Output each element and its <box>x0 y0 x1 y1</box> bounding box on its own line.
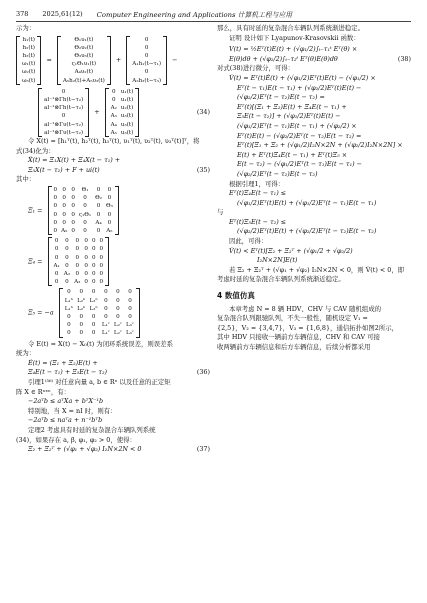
lemma-equation-1: −2aᵀb ≤ aᵀXa + bᵀX⁻¹b <box>28 397 104 406</box>
xi1-entry: 0 <box>71 195 75 202</box>
xi1-entry: 0 <box>53 187 58 193</box>
matrix-second-entry: 0 <box>144 44 149 51</box>
equation-37: Ξ₂ + Ξ₂ᵀ + (√φ₁ + √φ₂) I₂N×2N < 0 (37) <box>28 445 210 454</box>
xi4-entry: 0 <box>99 271 104 278</box>
xi4-entry: 0 <box>91 254 96 261</box>
error-definition-2: 统为： <box>16 349 36 358</box>
matrix-fourth-entry: 0 <box>111 88 116 95</box>
matrix-second-entry: 0 <box>144 36 149 43</box>
xi4-entry: 0 <box>84 246 88 253</box>
xi1-entry: 0 <box>62 203 66 210</box>
xi1-entry: 0 <box>62 211 66 218</box>
xi1-entry: 0 <box>62 187 66 193</box>
xi4-entry: 0 <box>84 238 88 245</box>
matrix-xi1: Ξ₁ = 0 0 0 Θ₁ 0 0 0 0 0 0 Θ₂ 0 0 0 0 0 0 Θ₃ 0 0 0 ς₁Θ₁ 0 0 0 0 0 0 A₄ 0 0 A₅ 0 0 0 A₅ <box>16 186 210 235</box>
xi5-entry: 0 <box>67 314 71 321</box>
state-vector-entry: ω₃(t) <box>22 77 36 84</box>
lemma-apply-text: 根据引理1，可得： <box>229 179 285 188</box>
matrix-first <box>57 36 111 85</box>
xi4-entry: 0 <box>65 254 69 261</box>
matrix-fourth <box>105 88 140 137</box>
xi4-entry: 0 <box>75 271 80 278</box>
xi5-entry: L₁ʰ <box>64 305 74 312</box>
xi5-entry: L₃ʰ <box>89 305 98 312</box>
lk-function-line2: E(θ)dθ + (√φ₂/2)∫ₜ₋τ₂ᵗ Eᵀ(θ)E(θ)dθ (38) <box>229 54 411 63</box>
matrix-fourth-entry: A₃ <box>110 113 117 120</box>
sim-paragraph-4: 其中 HDV 只接收一辆前方车辆信息，CHV 和 CAV 可接 <box>217 333 380 342</box>
xi1-entry: 0 <box>71 219 75 226</box>
matrix-fourth-entry: A₅ <box>110 129 117 136</box>
matrix-third-entry: al⁻¹⊗Γυ(t−τ₂) <box>44 129 84 136</box>
bound-1: Eᵀ(t)Ξ₄E(t − τ₁) ≤ <box>229 189 287 198</box>
xi4-entry: 0 <box>65 246 69 253</box>
xi4-entry: 0 <box>54 279 59 286</box>
xi1-entry: 0 <box>107 187 112 193</box>
derivative-line: E(t) + Eᵀ(t)Ξ₄E(t − τ₁) + Eᵀ(t)Ξ₅ × <box>237 150 348 159</box>
xi1-entry: 0 <box>71 187 75 193</box>
matrix-third-entry: al⁻¹⊗Γh(t−τ₂) <box>44 97 84 104</box>
matrix-fourth-entry: u₁(t) <box>120 97 134 104</box>
matrix-first-entry: Θ₃υ₃(t) <box>74 53 94 59</box>
xi4-entry: 0 <box>84 254 88 261</box>
sim-paragraph-5: 收两辆前方车辆信息和后方车辆信息，后续分析都采用 <box>217 343 371 351</box>
state-vector-entry: h₁(t) <box>22 36 35 43</box>
lemma-special-case: 特别地，当 X = nI 时，则有： <box>28 406 117 415</box>
xi4-entry: 0 <box>91 262 96 269</box>
xi5-entry: L₂ʰ <box>77 305 86 312</box>
xi1-entry: A₅ <box>61 228 68 235</box>
matrix-third-entry: al⁻¹⊗Γh(t−τ₂) <box>44 105 84 112</box>
bound-2b: (√φ₂/2)Eᵀ(t)E(t) + (√φ₂/2)Eᵀ(t − τ₂)E(t − τ₂) <box>237 227 377 236</box>
matrix-third-entry: 0 <box>61 88 66 95</box>
matrix-third-entry: 0 <box>61 113 66 120</box>
xi5-entry: L₃ʰ <box>89 297 98 304</box>
xi5-entry: L₂ᵛ <box>113 330 122 337</box>
lemma-equation-2: −2aᵀb ≤ naᵀa + n⁻¹bᵀb <box>28 416 103 425</box>
xi1-entry: Θ₁ <box>81 187 89 193</box>
xi1-entry: 0 <box>71 203 75 210</box>
derivative-line: E(t − τ₂) − (√φ₁/2)Eᵀ(t − τ₁)E(t − τ₁) − <box>237 160 363 169</box>
xi4-entry: 0 <box>91 279 96 286</box>
matrix-fourth-entry: u₃(t) <box>120 121 134 128</box>
matrix-fourth-entry: u₃(t) <box>120 113 134 120</box>
xi5-entry: 0 <box>116 297 120 304</box>
xi1-entry: 0 <box>107 219 112 226</box>
matrix-xi5: Ξ₅ = −a 0 0 0 0 0 0 L₁ʰ L₂ʰ L₃ʰ 0 0 0 L₁ʰ L₂ʰ L₃ʰ 0 0 0 0 0 0 0 0 0 0 0 0 L₁ᵛ L₂ᵛ L₃ᵛ 0 0 0 L₁ᵛ L₂ᵛ L₃ᵛ <box>16 288 210 337</box>
matrix-third-entry: al⁻¹⊗Γυ(t−τ₂) <box>44 121 84 128</box>
sim-paragraph-3: {2,5}，V₂ = {3,4,7}，V₃ = {1,6,8}，通信拓扑如图2所示， <box>217 323 399 332</box>
xi4-entry: 0 <box>91 246 96 253</box>
lemma-text: 引理1⁽³⁶⁾ 对任意向量 a, b ∈ Rⁿ 以及任意的正定矩 <box>28 378 171 387</box>
matrix-first-entry: A₄υ₂(t) <box>74 69 94 76</box>
xi1-entry: ς₁Θ₁ <box>78 211 92 218</box>
xi1-entry: 0 <box>83 195 87 202</box>
matrix-first-entry: Θ₁υ₁(t) <box>74 36 94 43</box>
derivative-line: Ξ₅E(t − τ₂)] + (√φ₁/2)Eᵀ(t)E(t) − <box>237 112 341 121</box>
xi5-entry: 0 <box>104 289 108 296</box>
right-column <box>217 24 411 353</box>
xi5-entry: L₁ᵛ <box>101 322 110 329</box>
running-header <box>16 7 411 22</box>
xi4-entry: 0 <box>54 238 59 245</box>
xi1-entry: A₄ <box>95 219 102 226</box>
xi1-entry: 0 <box>96 211 101 218</box>
derivative-expansion <box>217 74 411 180</box>
xi4-entry: 0 <box>65 238 69 245</box>
theorem-text-2: (34)，如果存在 a, β, φ₁, φ₂ > 0，使得： <box>16 435 136 444</box>
xi5-entry: 0 <box>67 330 71 337</box>
xi4-entry: 0 <box>65 279 69 286</box>
state-vector-entry: h₃(t) <box>22 53 35 59</box>
theorem-text: 定理2 考虑具有时延的复杂混合车辆队列系统 <box>28 426 156 434</box>
matrix-fourth-entry: A₂ <box>110 105 117 112</box>
matrix-fourth-entry: u₁(t) <box>120 88 134 95</box>
matrix-second-entry: 0 <box>144 53 149 59</box>
derivative-line: V̇(t) = Eᵀ(t)Ė(t) + (√φ₁/2)Eᵀ(t)E(t) − (√φ₁/2) × <box>229 73 376 82</box>
derivative-line: (√φ₂/2)Eᵀ(t − τ₂)E(t − τ₂) <box>237 169 318 178</box>
xi5-entry: 0 <box>116 305 120 312</box>
xi4-entry: 0 <box>54 271 59 278</box>
xi1-entry: 0 <box>107 211 112 218</box>
xi4-entry: 0 <box>84 262 88 269</box>
and-text: 与 <box>217 208 224 217</box>
xi1-entry: 0 <box>53 203 58 210</box>
state-vector <box>16 36 41 85</box>
state-vector-entry: ω₁(t) <box>22 61 36 68</box>
xi1-entry: A₅ <box>106 228 113 235</box>
xi5-entry: L₁ʰ <box>64 297 74 304</box>
xi5-entry: 0 <box>79 314 84 321</box>
matrix-first-entry: A₅h₂(t)+A₅υ₃(t) <box>62 77 105 84</box>
matrix-second-entry: 0 <box>144 69 149 76</box>
matrix-fourth-entry: u₂(t) <box>120 105 134 112</box>
xi5-entry: L₃ᵛ <box>125 322 134 329</box>
equation-35-line2: Ξ₅X(t − τ₂) + F + ui(t) (35) <box>28 165 210 174</box>
xi5-entry: 0 <box>116 314 120 321</box>
xi5-entry: L₁ᵛ <box>101 330 110 337</box>
xi5-entry: 0 <box>79 289 84 296</box>
xi1-entry: 0 <box>96 187 101 193</box>
equation-number-34: (34) <box>196 107 210 116</box>
xi4-entry: 0 <box>99 279 104 286</box>
xi4-entry: 0 <box>99 238 104 245</box>
let-x-text: 令 X(t) = [h₁ᵀ(t), h₂ᵀ(t), h₃ᵀ(t), υ₁ᵀ(t), υ₂ᵀ(t), υ₃ᵀ(t)]ᵀ，将 <box>28 137 200 146</box>
rewrite-text: 式(34)化为： <box>16 146 55 155</box>
xi1-entry: 0 <box>53 219 58 226</box>
matrix-xi4: Ξ₄ = 0 0 0 0 0 0 0 0 0 0 0 0 0 0 0 0 0 0 A₁ 0 0 0 0 0 0 A₃ 0 0 0 0 0 0 A₃ 0 0 0 <box>16 237 210 286</box>
bound-2: Eᵀ(t)Ξ₅E(t − τ₂) ≤ <box>229 217 287 226</box>
xi4-entry: 0 <box>54 254 59 261</box>
page-number: 378 <box>16 10 29 18</box>
equation-34-cont: 0 al⁻¹⊗Γh(t−τ₂) al⁻¹⊗Γh(t−τ₂) 0 al⁻¹⊗Γυ(t−τ₂) al⁻¹⊗Γυ(t−τ₂) + 0 u₁(t) 0 u₁(t) A₂ u₂(t) A₃ u₃(t) A₄ u₃(t) A₅ u₃(t) (34) <box>16 88 210 137</box>
left-column <box>16 24 210 455</box>
derivative-line: (√φ₂/2)Eᵀ(t − τ₂)E(t − τ₂) = <box>237 93 325 102</box>
xi1-entry: 0 <box>96 228 101 235</box>
matrix-second <box>126 36 167 85</box>
xi1-entry: 0 <box>62 219 66 226</box>
xi5-entry: 0 <box>67 322 71 329</box>
xi1-entry: Θ₂ <box>95 195 102 202</box>
xi5-entry: 0 <box>128 297 132 304</box>
xi5-entry: L₃ᵛ <box>125 330 134 337</box>
xi1-entry: 0 <box>53 195 58 202</box>
matrix-second-entry: A₁h₁(t−τ₁) <box>132 61 162 68</box>
derivative-line: Eᵀ(t)E(t) − (√φ₂/2)Eᵀ(t − τ₂)E(t − τ₂) = <box>237 131 362 140</box>
xi1-entry: 0 <box>96 203 101 210</box>
differentiate-text: 对式(38)进行微分，可得： <box>217 64 295 73</box>
xi1-entry: 0 <box>53 228 58 235</box>
xi5-entry: 0 <box>104 305 108 312</box>
xi5-entry: 0 <box>128 289 132 296</box>
xi5-entry: 0 <box>79 322 84 329</box>
lk-function-line1: V(t) = ½Eᵀ(t)E(t) + (√φ₁/2)∫ₜ₋τ₁ᵗ Eᵀ(θ) × <box>229 45 358 54</box>
derivative-line: Eᵀ(t)[(Ξ₁ + Ξ₂)E(t) + Ξ₄E(t − τ₁) + <box>237 102 347 111</box>
equation-number-38: (38) <box>397 54 411 63</box>
condition-text-2: 考虑时延的复杂混合车辆队列系统渐近稳定。 <box>217 275 345 284</box>
matrix-second-entry: A₃h₃(t−τ₃) <box>132 77 162 84</box>
derivative-line: (√φ₁/2)Eᵀ(t − τ₁)E(t − τ₁) + (√φ₂/2) × <box>237 121 357 130</box>
xi4-entry: 0 <box>91 271 96 278</box>
matrix-first-entry: Θ₂υ₂(t) <box>74 44 94 51</box>
xi5-entry: 0 <box>91 289 96 296</box>
xi4-entry: 0 <box>65 262 69 269</box>
bound-1b: (√φ₁/2)Eᵀ(t)E(t) + (√φ₁/2)Eᵀ(t − τ₁)E(t − τ₁) <box>237 198 377 207</box>
matrix-fourth-entry: 0 <box>111 97 116 104</box>
xi4-entry: A₃ <box>63 271 71 278</box>
xi4-entry: 0 <box>75 238 80 245</box>
derivative-line: Eᵀ(t)[Ξ₁ + Ξ₂ + (√φ₁/2)I₂N×2N + (√φ₂/2)I₂N×2N] × <box>237 141 403 150</box>
xi5-entry: L₂ʰ <box>77 297 86 304</box>
equation-36-line1: Ė(t) = (Ξ₁ + Ξ₂)E(t) + <box>28 358 98 367</box>
xi5-entry: 0 <box>104 314 108 321</box>
xi1-entry: 0 <box>62 195 66 202</box>
therefore-text: 因此，可得： <box>229 237 268 246</box>
derivative-line: Eᵀ(t − τ₁)E(t − τ₁) + (√φ₂/2)Eᵀ(t)E(t) − <box>237 83 362 92</box>
lemma-text-2: 阵 X ∈ Rⁿˣⁿ，有： <box>16 387 70 396</box>
sim-paragraph-1: 本章考虑 N = 8 辆 HDV、CHV 与 CAV 随机组成的 <box>229 304 382 313</box>
xi5-entry: L₂ᵛ <box>113 322 122 329</box>
xi4-entry: A₃ <box>74 279 81 286</box>
xi4-entry: 0 <box>99 262 104 269</box>
equation-number-35: (35) <box>196 165 210 174</box>
stability-conclusion: 那么，具有时延的复杂混合车辆队列系统渐进稳定。 <box>217 24 364 32</box>
equation-number-36: (36) <box>196 368 210 377</box>
xi5-entry: 0 <box>116 289 120 296</box>
xi5-entry: 0 <box>91 330 96 337</box>
xi1-entry: 0 <box>71 211 75 218</box>
matrix-third <box>38 88 89 137</box>
error-definition: 令 E(t) = X(t) − X₀(t) 为闭环系统误差，则误差系 <box>28 339 173 348</box>
equation-35-line1: Ẋ(t) = Ξ₁X(t) + Ξ₄X(t − τ₁) + <box>28 156 121 165</box>
section-heading: 4 数值仿真 <box>217 291 255 301</box>
xi4-entry: 0 <box>75 246 80 253</box>
condition-text: 若 Ξ₂ + Ξ₂ᵀ + (√φ₁ + √φ₂) I₂N×2N < 0，则 V̇(t) < 0，即 <box>229 265 405 274</box>
xi1-entry: 0 <box>53 211 58 218</box>
issue-info: 2025,61(12) <box>42 10 83 18</box>
xi5-entry: 0 <box>91 322 96 329</box>
xi5-entry: 0 <box>91 314 96 321</box>
xi1-entry: 0 <box>83 228 87 235</box>
equation-number-37: (37) <box>196 445 210 454</box>
xi4-entry: 0 <box>99 254 104 261</box>
final-bound-2: I₂N×2N]E(t) <box>257 256 298 265</box>
proof-intro: 证明 设计如下 Lyapunov-Krasovskii 函数： <box>229 33 360 42</box>
matrix-fourth-entry: A₄ <box>110 121 117 128</box>
xi4-entry: 0 <box>84 271 88 278</box>
where-text: 其中： <box>16 175 36 184</box>
xi5-entry: 0 <box>128 314 132 321</box>
matrix-first-entry: ς₁Θ₁υ₁(t) <box>71 61 97 68</box>
matrix-fourth-entry: u₃(t) <box>120 129 134 136</box>
xi5-entry: 0 <box>128 305 132 312</box>
sim-paragraph-2: 复杂混合队列跟驰队列，不失一般性，随机设定 V₁ = <box>217 314 368 323</box>
state-vector-entry: ω₂(t) <box>22 69 36 76</box>
xi4-entry: 0 <box>54 246 59 253</box>
xi4-entry: 0 <box>99 246 104 253</box>
xi5-entry: 0 <box>104 297 108 304</box>
xi1-entry: 0 <box>83 219 87 226</box>
xi1-entry: 0 <box>107 195 112 202</box>
xi5-entry: 0 <box>79 330 84 337</box>
intro-text: 示为： <box>16 24 36 32</box>
xi4-entry: 0 <box>75 262 80 269</box>
xi1-entry: 0 <box>71 228 75 235</box>
state-vector-entry: h₂(t) <box>22 44 35 51</box>
final-bound: V̇(t) < Eᵀ(t)[Ξ₂ + Ξ₂ᵀ + (√φ₁/2 + √φ₂/2) <box>229 246 353 255</box>
journal-title: Computer Engineering and Applications 计算机工程与应用 <box>96 11 293 19</box>
xi5-entry: 0 <box>67 289 71 296</box>
xi1-entry: Θ₃ <box>105 203 113 210</box>
xi4-entry: 0 <box>84 279 88 286</box>
equation-34: h₁(t) h₂(t) h₃(t) ω₁(t) ω₂(t) ω₃(t) = Θ₁υ₁(t) Θ₂υ₂(t) Θ₃υ₃(t) ς₁Θ₁υ₁(t) A₄υ₂(t) A₅h₂(t)+A₅υ₃(t) + 0 0 0 A₁h₁(t−τ₁) 0 A₃h₃(t−τ₃) − <box>16 36 210 85</box>
xi4-entry: 0 <box>75 254 80 261</box>
equation-36-line2: Ξ₄E(t − τ₁) + Ξ₅E(t − τ₂) (36) <box>28 368 210 377</box>
xi4-entry: 0 <box>91 238 96 245</box>
xi4-entry: A₁ <box>53 262 60 269</box>
xi1-entry: 0 <box>83 203 87 210</box>
